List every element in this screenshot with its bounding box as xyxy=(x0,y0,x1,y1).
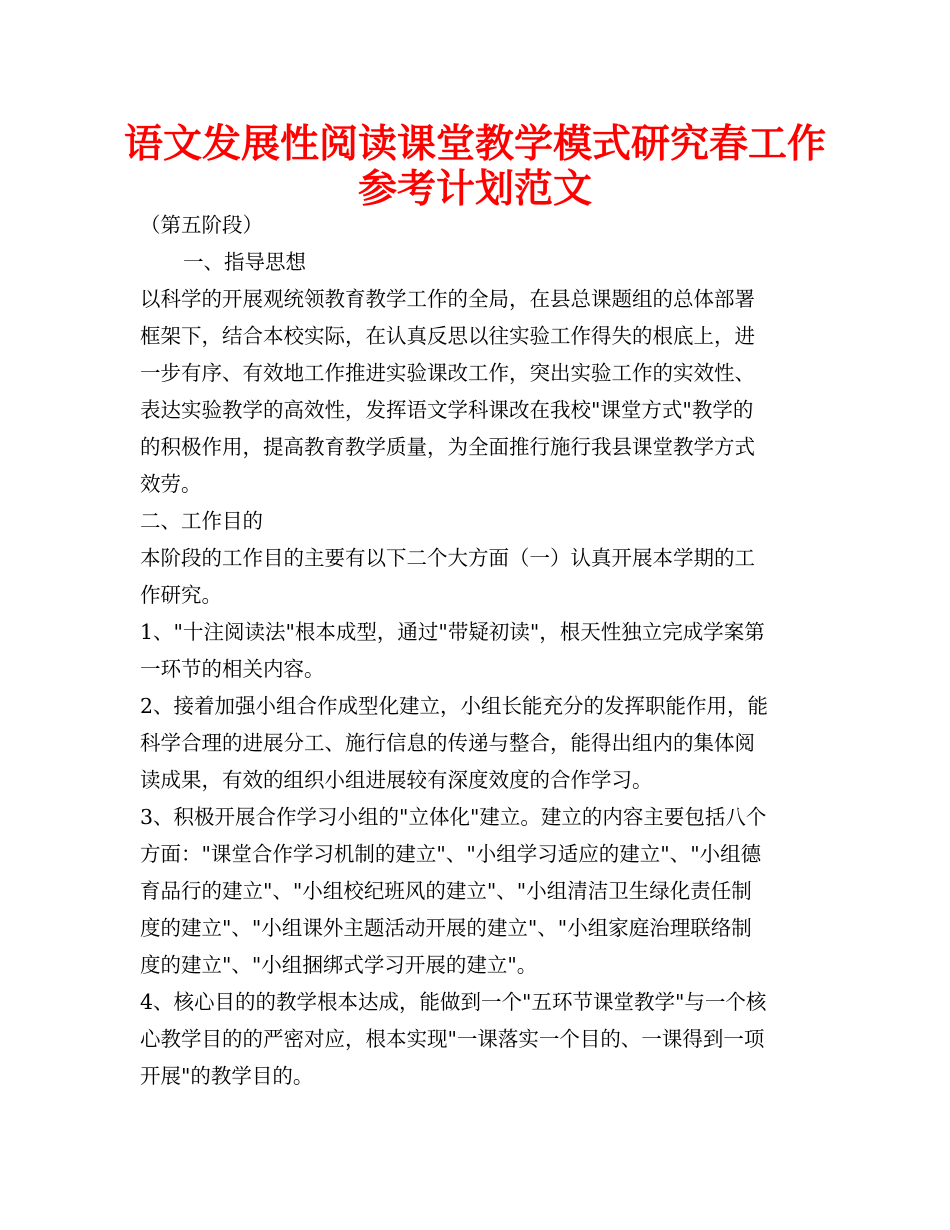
spacer xyxy=(140,536,820,543)
section-2-heading: 二、工作目的 xyxy=(140,509,263,533)
item-4-line: 4、核心目的的教学根本达成，能做到一个"五环节课堂教学"与一个核 xyxy=(140,990,767,1014)
paragraph-line: 的积极作用，提高教育教学质量，为全面推行施行我县课堂教学方式 xyxy=(140,435,755,459)
spacer xyxy=(140,758,820,765)
spacer xyxy=(140,1017,820,1024)
spacer xyxy=(140,240,820,247)
spacer xyxy=(140,314,820,321)
item-3-line: 方面："课堂合作学习机制的建立"、"小组学习适应的建立"、"小组德 xyxy=(140,842,762,866)
document-body xyxy=(140,210,820,1091)
section-1-heading: 一、指导思想 xyxy=(183,250,306,274)
paragraph-line: 本阶段的工作目的主要有以下二个大方面（一）认真开展本学期的工 xyxy=(140,546,755,570)
spacer xyxy=(140,573,820,580)
spacer xyxy=(140,499,820,506)
spacer xyxy=(140,795,820,802)
spacer xyxy=(140,684,820,691)
spacer xyxy=(140,980,820,987)
spacer xyxy=(140,462,820,469)
paragraph-line: 一步有序、有效地工作推进实验课改工作，突出实验工作的实效性、 xyxy=(140,361,755,385)
paragraph-line: 框架下，结合本校实际，在认真反思以往实验工作得失的根底上，进 xyxy=(140,324,755,348)
spacer xyxy=(140,610,820,617)
spacer xyxy=(140,832,820,839)
spacer xyxy=(140,277,820,284)
item-3-line: 度的建立"、"小组课外主题活动开展的建立"、"小组家庭治理联络制 xyxy=(140,916,752,940)
item-3-line: 3、积极开展合作学习小组的"立体化"建立。建立的内容主要包括八个 xyxy=(140,805,767,829)
spacer xyxy=(140,425,820,432)
paragraph-line: 效劳。 xyxy=(140,472,202,496)
spacer xyxy=(140,943,820,950)
spacer xyxy=(140,721,820,728)
paragraph-line: 以科学的开展观统领教育教学工作的全局，在县总课题组的总体部署 xyxy=(140,287,755,311)
stage-label: （第五阶段） xyxy=(140,213,263,237)
spacer xyxy=(140,388,820,395)
spacer xyxy=(140,869,820,876)
item-3-line: 度的建立"、"小组捆绑式学习开展的建立"。 xyxy=(140,953,538,977)
spacer xyxy=(140,906,820,913)
paragraph-line: 表达实验教学的高效性，发挥语文学科课改在我校"课堂方式"教学的 xyxy=(140,398,754,422)
paragraph-line: 作研究。 xyxy=(140,583,222,607)
item-3-line: 育品行的建立"、"小组校纪班风的建立"、"小组清洁卫生绿化责任制 xyxy=(140,879,752,903)
item-1-line: 一环节的相关内容。 xyxy=(140,657,325,681)
item-2-line: 2、接着加强小组合作成型化建立，小组长能充分的发挥职能作用，能 xyxy=(140,694,769,718)
document-title-line-2: 参考计划范文 xyxy=(357,167,592,212)
spacer xyxy=(140,647,820,654)
document-title-line-1: 语文发展性阅读课堂教学模式研究春工作 xyxy=(123,122,826,167)
spacer xyxy=(140,1054,820,1061)
item-4-line: 开展"的教学目的。 xyxy=(140,1064,314,1088)
item-2-line: 读成果，有效的组织小组进展较有深度效度的合作学习。 xyxy=(140,768,653,792)
spacer xyxy=(140,351,820,358)
item-2-line: 科学合理的进展分工、施行信息的传递与整合，能得出组内的集体阅 xyxy=(140,731,755,755)
item-1-line: 1、"十注阅读法"根本成型，通过"带疑初读"，根天性独立完成学案第 xyxy=(140,620,765,644)
item-4-line: 心教学目的的严密对应，根本实现"一课落实一个目的、一课得到一项 xyxy=(140,1027,765,1051)
